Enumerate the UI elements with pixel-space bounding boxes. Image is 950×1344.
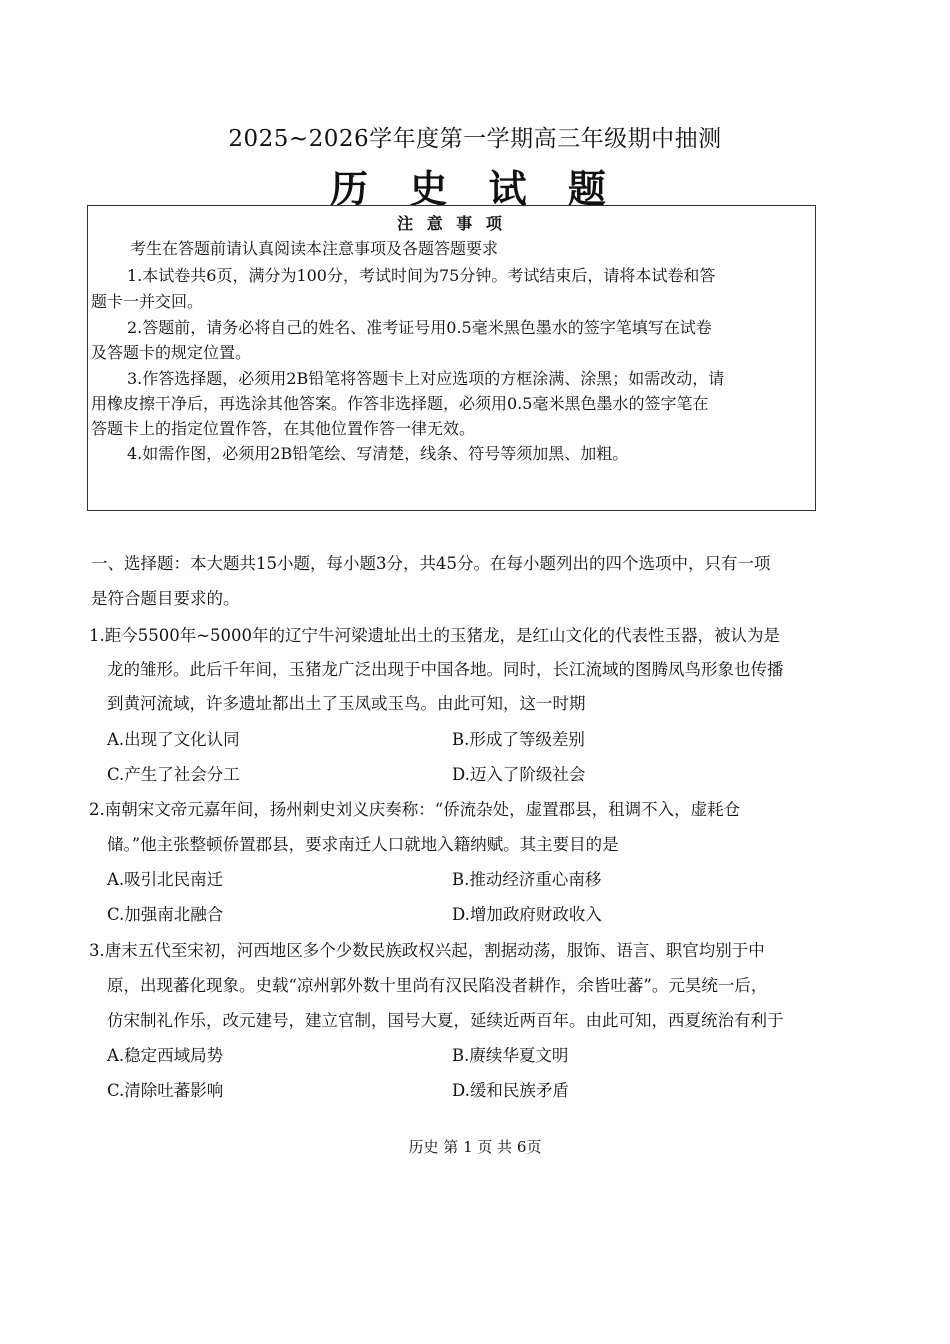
question-3-line-1: 3.唐末五代至宋初，河西地区多个少数民族政权兴起，割据动荡，服饰、语言、职官均别于中: [89, 941, 765, 960]
notice-item-2-line-1: 2.答题前，请务必将自己的姓名、准考证号用0.5毫米黑色墨水的签字笔填写在试卷: [127, 318, 712, 337]
question-3-option-d: D.缓和民族矛盾: [452, 1081, 569, 1100]
question-2-line-2: 储。”他主张整顿侨置郡县，要求南迁人口就地入籍纳赋。其主要目的是: [107, 835, 619, 854]
question-2-line-1: 2.南朝宋文帝元嘉年间，扬州刺史刘义庆奏称：“侨流杂处，虚置郡县，租调不入，虚耗仓: [89, 800, 741, 819]
question-2-option-c: C.加强南北融合: [107, 905, 224, 924]
notice-item-2-line-2: 及答题卡的规定位置。: [91, 343, 252, 362]
notice-item-3-line-3: 答题卡上的指定位置作答，在其他位置作答一律无效。: [91, 419, 476, 438]
notice-item-1-line-2: 题卡一并交回。: [91, 292, 204, 311]
question-1-option-c: C.产生了社会分工: [107, 765, 240, 784]
exam-header-title: 2025~2026学年度第一学期高三年级期中抽测: [228, 126, 722, 152]
question-3-line-3: 仿宋制礼作乐，改元建号，建立官制，国号大夏，延续近两百年。由此可知，西夏统治有利于: [107, 1011, 784, 1030]
question-3-option-c: C.清除吐蕃影响: [107, 1081, 224, 1100]
notice-item-4-line-1: 4.如需作图，必须用2B铅笔绘、写清楚，线条、符号等须加黑、加粗。: [127, 444, 629, 463]
section-1-instructions-line-1: 一、选择题：本大题共15小题，每小题3分，共45分。在每小题列出的四个选项中，只有一项: [91, 554, 771, 573]
question-1-line-1: 1.距今5500年~5000年的辽宁牛河梁遗址出土的玉猪龙，是红山文化的代表性玉器，被认为是: [89, 626, 781, 645]
question-1-line-3: 到黄河流域，许多遗址都出土了玉凤或玉鸟。由此可知，这一时期: [107, 694, 586, 713]
question-1-option-d: D.迈入了阶级社会: [452, 765, 586, 784]
question-3-option-a: A.稳定西域局势: [107, 1046, 224, 1065]
question-1-line-2: 龙的雏形。此后千年间，玉猪龙广泛出现于中国各地。同时，长江流域的图腾凤鸟形象也传播: [107, 660, 784, 679]
exam-subject-title: 历 史 试 题: [330, 166, 620, 211]
notice-title: 注 意 事 项: [397, 214, 506, 233]
notice-item-3-line-1: 3.作答选择题，必须用2B铅笔将答题卡上对应选项的方框涂满、涂黑；如需改动，请: [127, 369, 725, 388]
question-2-option-b: B.推动经济重心南移: [452, 870, 602, 889]
question-1-option-b: B.形成了等级差别: [452, 730, 585, 749]
question-2-option-a: A.吸引北民南迁: [107, 870, 224, 889]
section-1-instructions-line-2: 是符合题目要求的。: [91, 589, 240, 608]
question-2-option-d: D.增加政府财政收入: [452, 905, 602, 924]
notice-intro: 考生在答题前请认真阅读本注意事项及各题答题要求: [130, 239, 499, 258]
notice-item-1-line-1: 1.本试卷共6页，满分为100分，考试时间为75分钟。考试结束后，请将本试卷和答: [127, 266, 716, 285]
question-3-line-2: 原，出现蕃化现象。史载“凉州郭外数十里尚有汉民陷没者耕作，余皆吐蕃”。元昊统一后，: [107, 976, 768, 995]
page-footer: 历史 第 1 页 共 6页: [408, 1138, 542, 1156]
question-1-option-a: A.出现了文化认同: [107, 730, 240, 749]
notice-item-3-line-2: 用橡皮擦干净后，再选涂其他答案。作答非选择题，必须用0.5毫米黑色墨水的签字笔在: [91, 394, 709, 413]
question-3-option-b: B.赓续华夏文明: [452, 1046, 569, 1065]
